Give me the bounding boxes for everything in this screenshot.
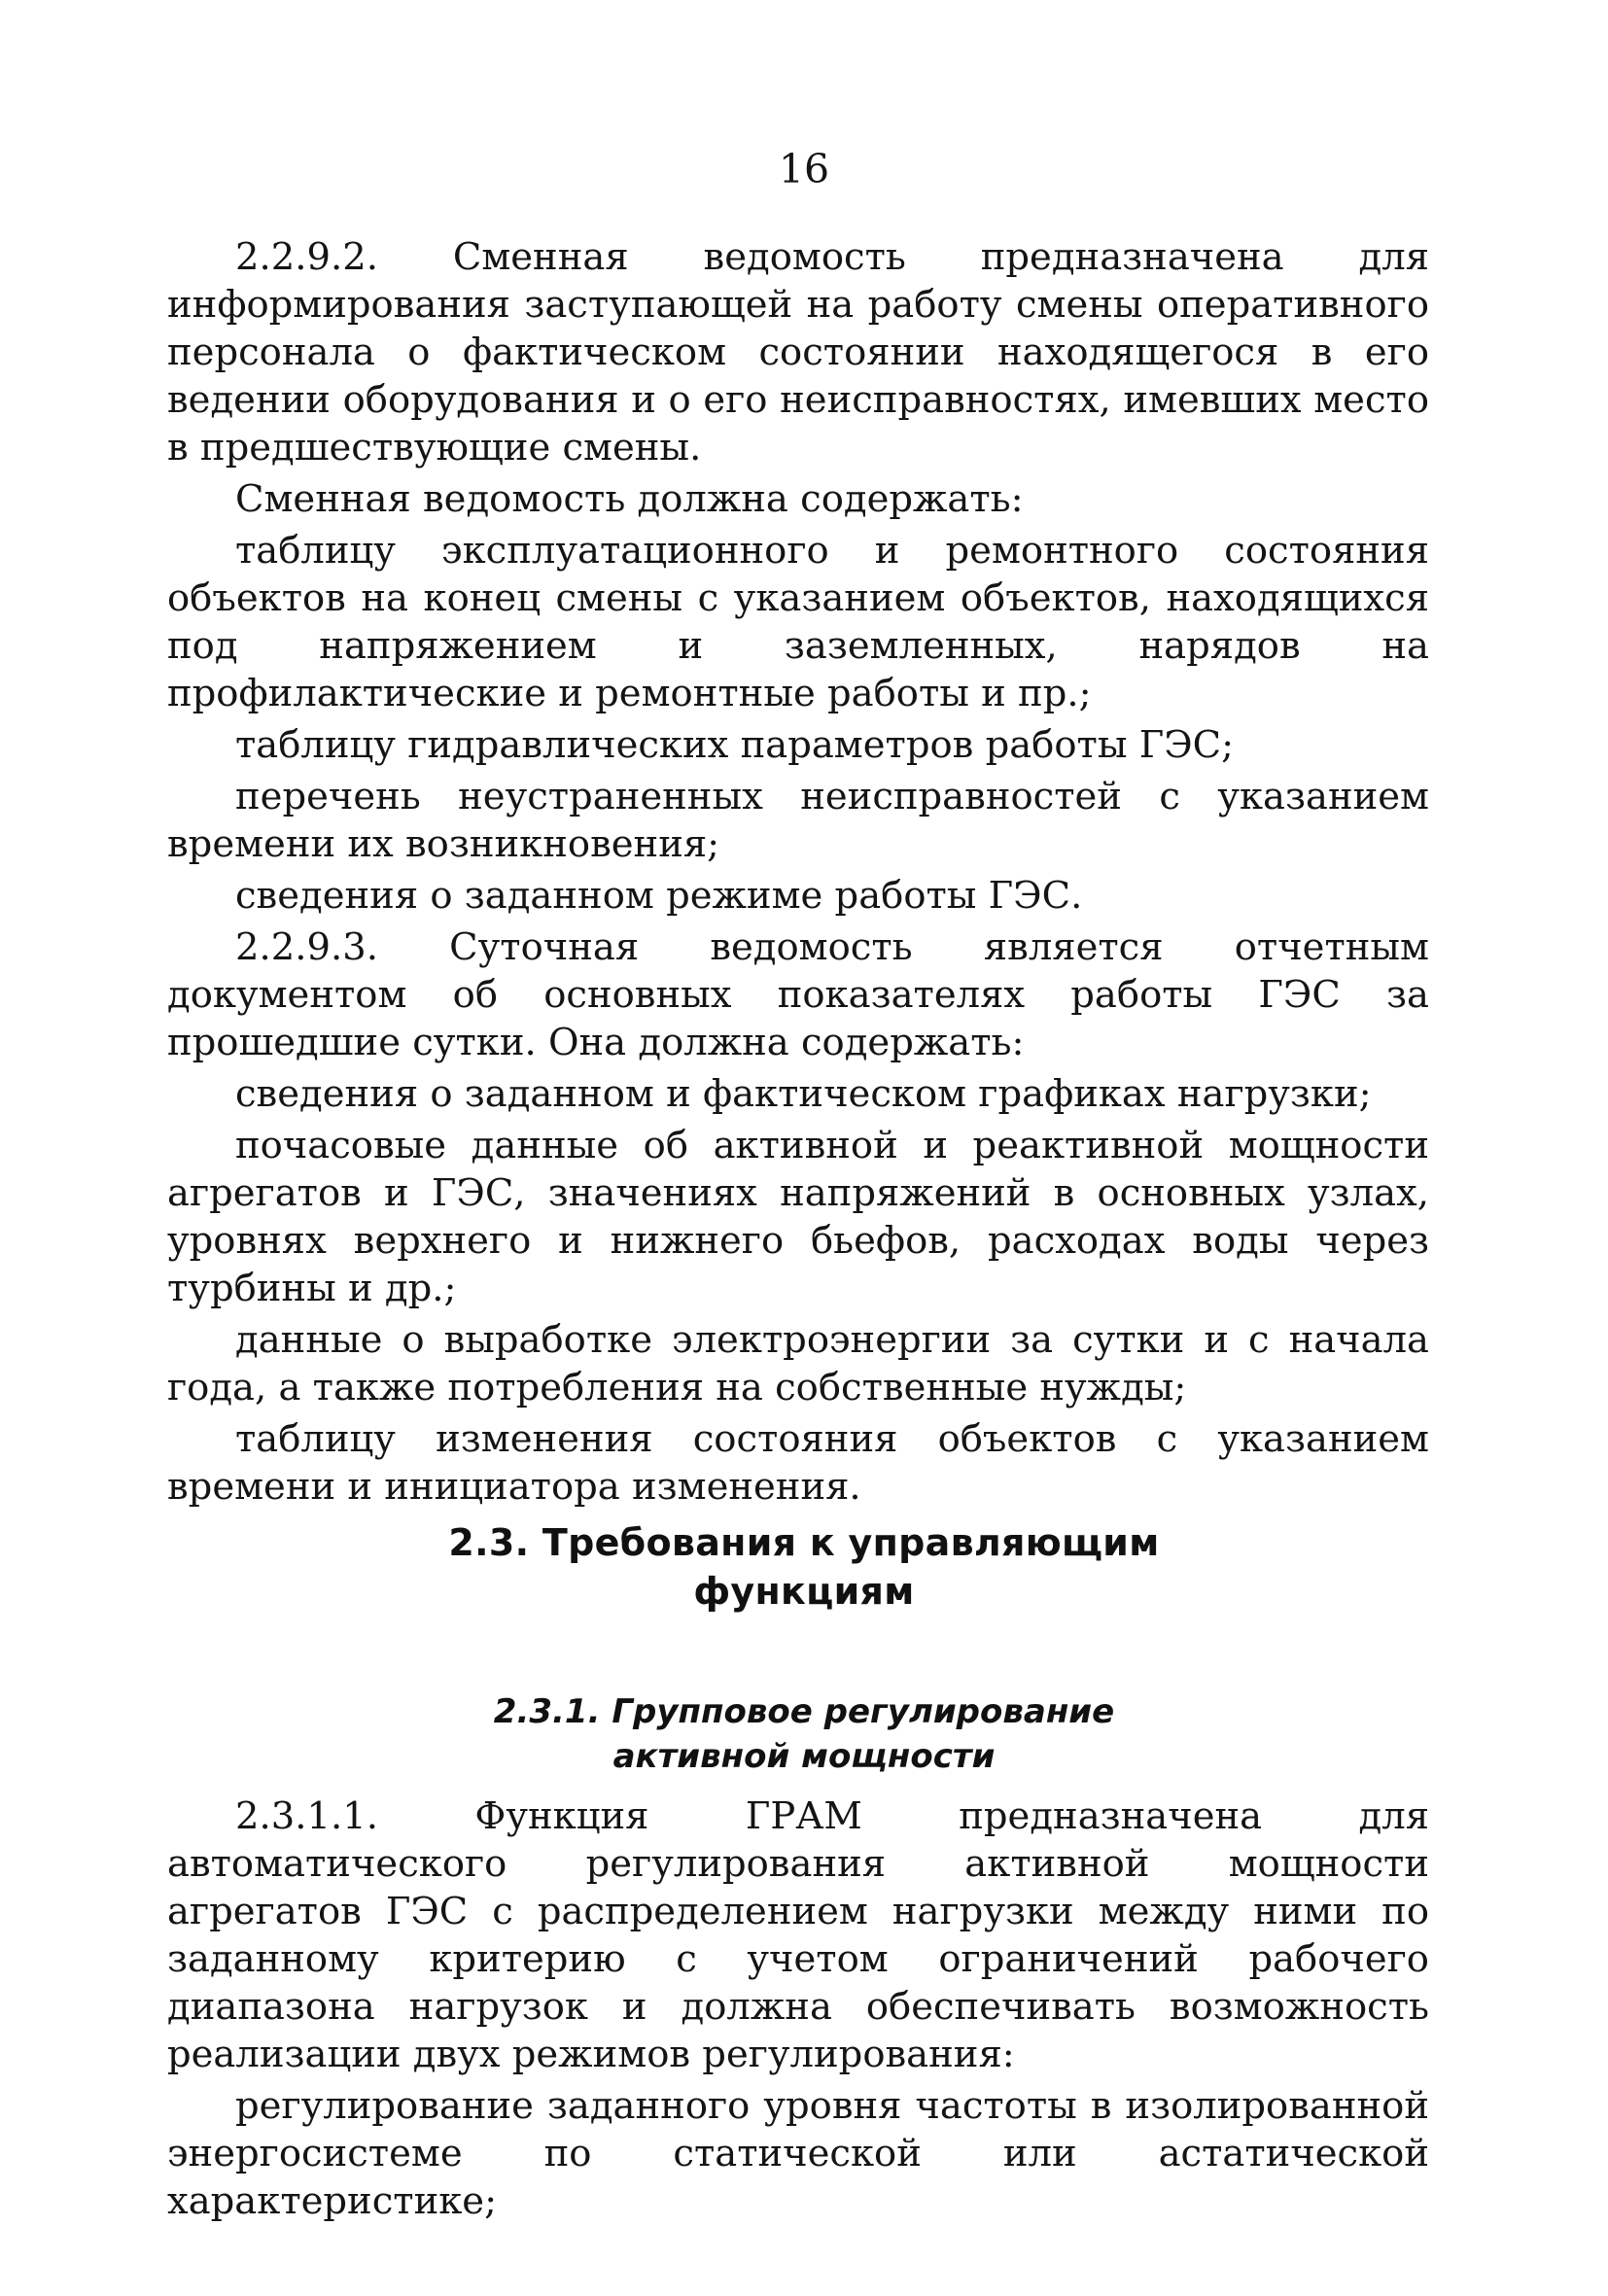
paragraph-2-2-9-3: 2.2.9.3. Суточная ведомость является отчетным документом об основных показателях работы ГЭС за прошедшие сутки. Она должна содержать:: [167, 925, 1429, 1064]
section-2-2-9-text: [167, 233, 1429, 1511]
list-item-faults-list: перечень неустраненных неисправностей с указанием времени их возникновения;: [167, 775, 1429, 866]
list-item-frequency-regulation: регулирование заданного уровня частоты в изолированной энергосистеме по статической или астатической характеристике;: [167, 2084, 1429, 2223]
list-item-mode-info: сведения о заданном режиме работы ГЭС.: [235, 874, 1083, 918]
section-heading-2-3: [0, 1518, 1608, 1616]
section-heading-2-3-line2: функциям: [693, 1570, 915, 1613]
paragraph-2-3-1-1: 2.3.1.1. Функция ГРАМ предназначена для автоматического регулирования активной мощности агрегатов ГЭС с распределением нагрузки между ними по заданному критерию с учетом ограничений рабочего диапазона нагрузок и должна обеспечивать возможность реализации двух режимов регулирования:: [167, 1794, 1429, 2076]
paragraph-2-2-9-2: 2.2.9.2. Сменная ведомость предназначена для информирования заступающей на работу смены оперативного персонала о фактическом состоянии находящегося в его ведении оборудования и о его неисправностях, имевших место в предшествующие смены.: [167, 235, 1429, 470]
list-item-load-schedules: сведения о заданном и фактическом графиках нагрузки;: [235, 1072, 1372, 1116]
subsection-heading-2-3-1-line2: активной мощности: [612, 1737, 996, 1776]
list-item-state-changes: таблицу изменения состояния объектов с указанием времени и инициатора изменения.: [167, 1417, 1429, 1509]
page-number: 16: [778, 146, 830, 192]
list-item-hydraulic-table: таблицу гидравлических параметров работы ГЭС;: [235, 723, 1235, 767]
list-item-state-table: таблицу эксплуатационного и ремонтного состояния объектов на конец смены с указанием объектов, находящихся под напряжением и заземленных, нарядов на профилактические и ремонтные работы и пр.;: [167, 529, 1429, 715]
section-2-3-1-text: [167, 1792, 1429, 2225]
list-item-hourly-data: почасовые данные об активной и реактивной мощности агрегатов и ГЭС, значениях напряжений в основных узлах, уровнях верхнего и нижнего бьефов, расходах воды через турбины и др.;: [167, 1124, 1429, 1310]
section-heading-2-3-line1: 2.3. Требования к управляющим: [448, 1521, 1160, 1564]
paragraph-shift-sheet-contents: Сменная ведомость должна содержать:: [235, 477, 1024, 521]
subsection-heading-2-3-1-line1: 2.3.1. Групповое регулирование: [493, 1692, 1115, 1731]
list-item-energy-output: данные о выработке электроэнергии за сутки и с начала года, а также потребления на собственные нужды;: [167, 1318, 1429, 1409]
subsection-heading-2-3-1: [0, 1689, 1608, 1779]
